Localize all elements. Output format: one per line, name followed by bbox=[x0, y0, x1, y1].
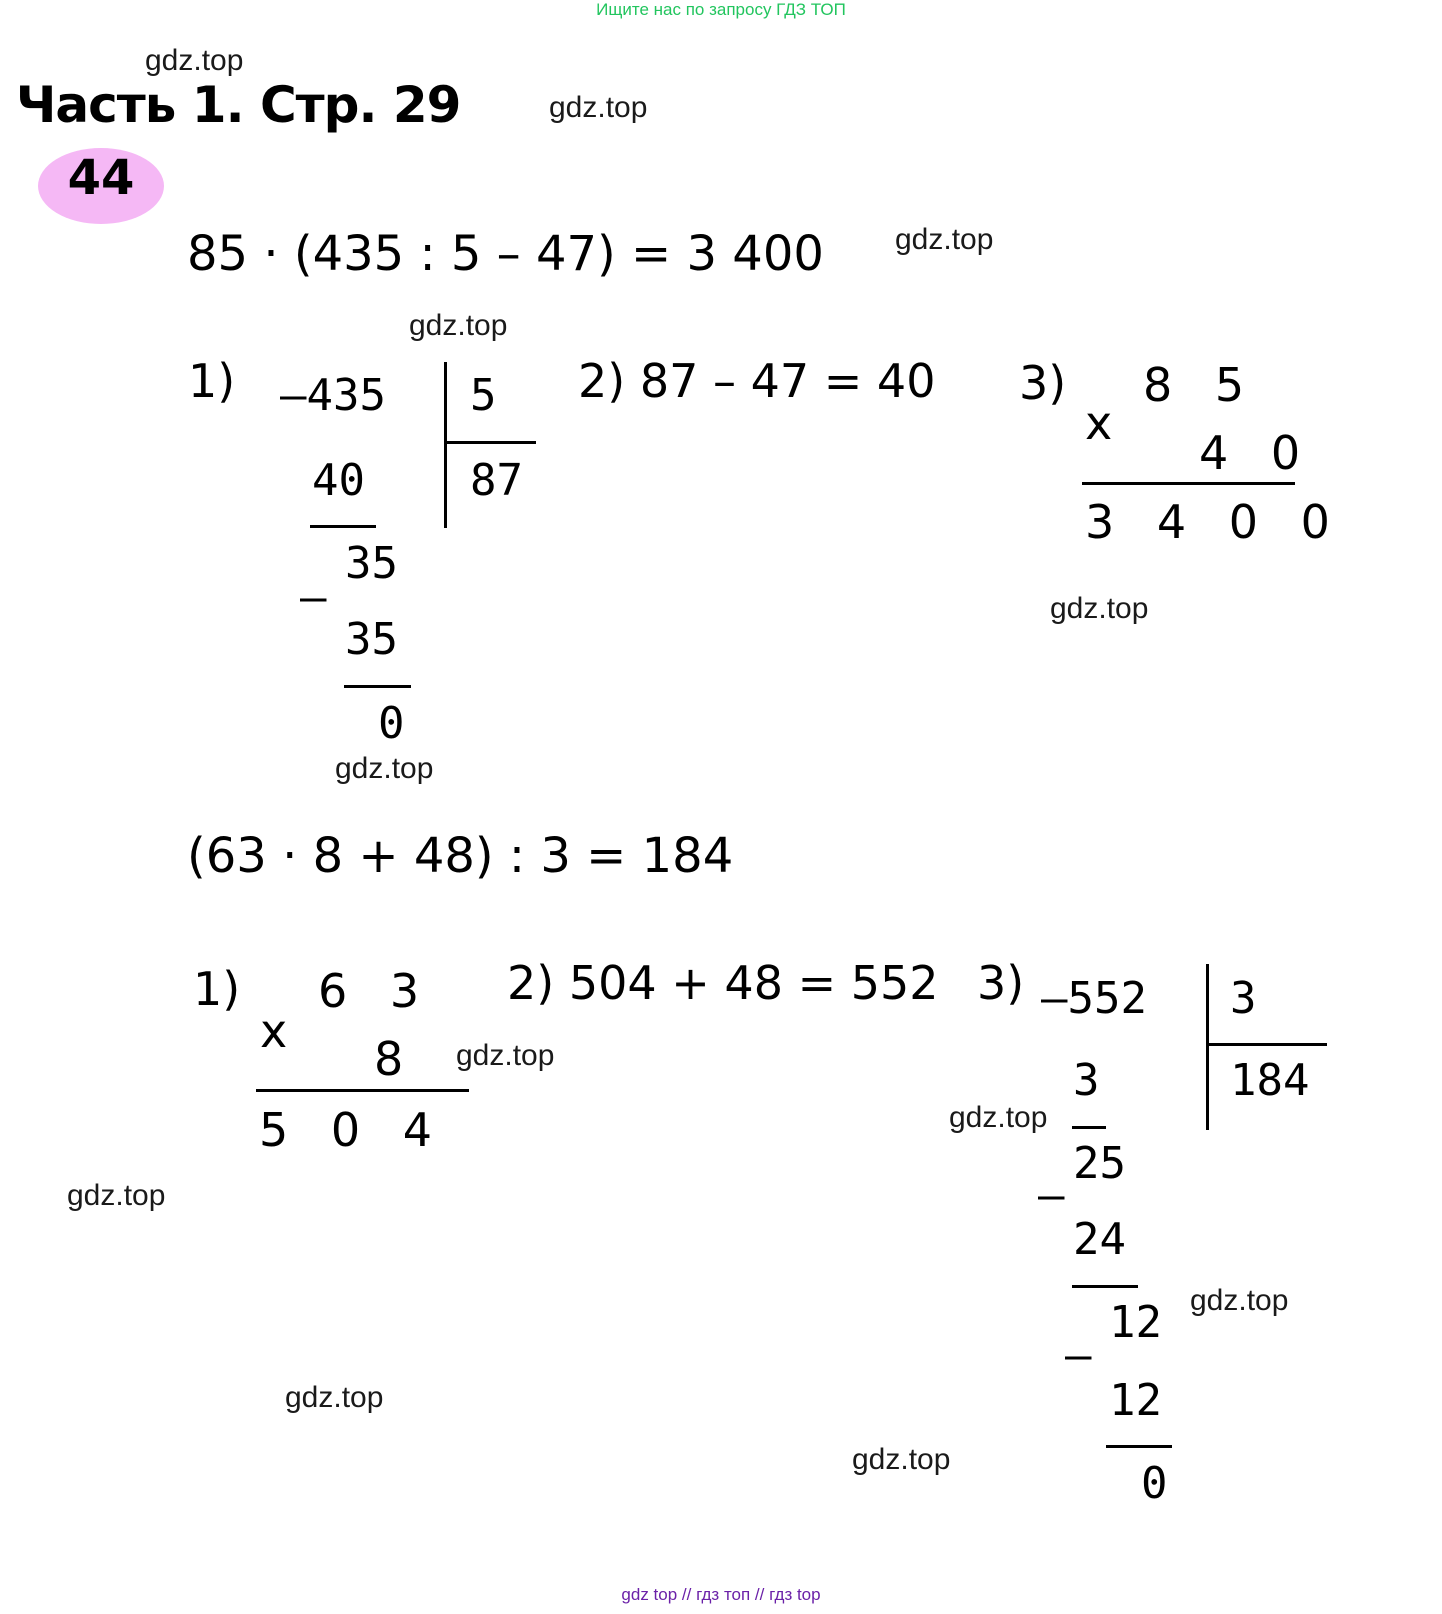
problem2-step1-label: 1) bbox=[193, 962, 241, 1016]
p2-rem2: 12 bbox=[1109, 1297, 1162, 1348]
problem2-step3-label: 3) bbox=[977, 956, 1025, 1010]
p1-result: 0 bbox=[378, 698, 405, 749]
watermark: gdz.top bbox=[335, 752, 434, 785]
p2-divisor: 3 bbox=[1230, 973, 1257, 1024]
p2-result: 0 bbox=[1141, 1458, 1168, 1509]
watermark: gdz.top bbox=[1190, 1284, 1289, 1317]
p2-sub1: 3 bbox=[1073, 1055, 1100, 1106]
p1-dividend: –435 bbox=[280, 370, 386, 421]
division-horizontal-bar bbox=[444, 441, 536, 444]
p1-sub1: 40 bbox=[312, 455, 365, 506]
p1-mult-result: 3 4 0 0 bbox=[1085, 495, 1344, 549]
page-title: Часть 1. Стр. 29 bbox=[16, 76, 461, 134]
problem1-step1-label: 1) bbox=[188, 354, 236, 408]
watermark: gdz.top bbox=[949, 1101, 1048, 1134]
division-vertical-bar bbox=[1206, 964, 1209, 1130]
multiplication-line bbox=[1082, 482, 1295, 485]
p1-sub2: 35 bbox=[345, 614, 398, 665]
footer-links: gdz top // гдз топ // гдз top bbox=[621, 1585, 821, 1604]
p2-sub2: 24 bbox=[1073, 1214, 1126, 1265]
problem2-expression: (63 · 8 + 48) : 3 = 184 bbox=[187, 828, 734, 884]
task-number: 44 bbox=[67, 150, 135, 206]
p1-mult-top: 8 5 bbox=[1143, 358, 1259, 412]
p1-minus: – bbox=[300, 572, 327, 623]
p1-mult-bottom: 4 0 bbox=[1199, 426, 1315, 480]
watermark: gdz.top bbox=[1050, 592, 1149, 625]
problem1-expression: 85 · (435 : 5 – 47) = 3 400 bbox=[187, 226, 824, 282]
division-underline bbox=[1106, 1445, 1172, 1448]
watermark: gdz.top bbox=[67, 1179, 166, 1212]
p2-dividend: –552 bbox=[1041, 973, 1147, 1024]
multiplication-line bbox=[256, 1089, 469, 1092]
p2-minus: – bbox=[1065, 1330, 1092, 1381]
p2-mult-result: 5 0 4 bbox=[259, 1103, 447, 1157]
p2-sub3: 12 bbox=[1109, 1375, 1162, 1426]
watermark: gdz.top bbox=[852, 1443, 951, 1476]
division-underline bbox=[310, 525, 376, 528]
p2-rem1: 25 bbox=[1073, 1138, 1126, 1189]
p1-divisor: 5 bbox=[470, 370, 497, 421]
p1-rem1: 35 bbox=[345, 538, 398, 589]
p2-mult-sign: x bbox=[260, 1004, 288, 1058]
division-underline bbox=[1072, 1126, 1106, 1129]
problem1-step3-label: 3) bbox=[1019, 356, 1067, 410]
division-horizontal-bar bbox=[1206, 1043, 1327, 1046]
top-banner: Ищите нас по запросу ГДЗ ТОП bbox=[596, 0, 846, 19]
p1-mult-sign: x bbox=[1085, 396, 1113, 450]
watermark: gdz.top bbox=[409, 309, 508, 342]
problem1-step2: 2) 87 – 47 = 40 bbox=[578, 354, 936, 408]
p2-mult-top: 6 3 bbox=[318, 964, 434, 1018]
p1-quotient: 87 bbox=[470, 455, 523, 506]
watermark: gdz.top bbox=[895, 223, 994, 256]
p2-minus: – bbox=[1038, 1170, 1065, 1221]
p2-quotient: 184 bbox=[1230, 1055, 1310, 1106]
division-underline bbox=[344, 685, 411, 688]
p2-mult-bottom: 8 bbox=[374, 1032, 404, 1086]
watermark: gdz.top bbox=[285, 1381, 384, 1414]
division-underline bbox=[1072, 1285, 1138, 1288]
division-vertical-bar bbox=[444, 362, 447, 528]
problem2-step2: 2) 504 + 48 = 552 bbox=[507, 956, 939, 1010]
watermark: gdz.top bbox=[456, 1039, 555, 1072]
watermark: gdz.top bbox=[145, 44, 244, 77]
watermark: gdz.top bbox=[549, 91, 648, 124]
